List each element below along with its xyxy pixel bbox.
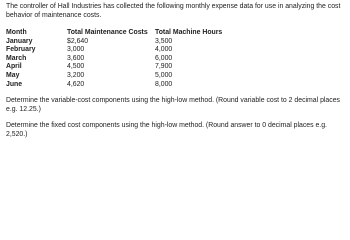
maintenance-cost-cell: 3,600 [67,54,85,62]
month-cell: March [6,54,27,62]
column-header-maintenance-costs: Total Maintenance Costs [67,29,148,36]
month-cell: February [6,46,36,54]
maintenance-cost-cell: 4,500 [67,63,85,71]
table-row [6,72,245,81]
table-row [6,46,245,55]
problem-intro: The controller of Hall Industries has collected the following monthly expense data for use in analyzing the cost behavior of maintenance costs. [6,3,341,19]
column-header-month: Month [6,29,27,36]
machine-hours-cell: 3,500 [155,37,173,45]
table-header-row [6,29,245,38]
table-row [6,38,245,47]
table-row [6,81,245,90]
machine-hours-cell: 4,000 [155,46,173,54]
column-header-machine-hours: Total Machine Hours [155,29,223,36]
question-fixed-cost: Determine the fixed cost components using the high-low method. (Round answer to 0 decimal places e.g. 2,520.) [6,122,327,138]
maintenance-cost-cell: $2,640 [67,37,89,45]
month-cell: April [6,63,22,71]
machine-hours-cell: 7,900 [155,63,173,71]
expense-data-table [6,29,245,89]
maintenance-cost-cell: 3,200 [67,71,85,79]
machine-hours-cell: 8,000 [155,80,173,88]
maintenance-cost-cell: 4,620 [67,80,85,88]
table-row [6,55,245,64]
month-cell: June [6,80,23,88]
machine-hours-cell: 6,000 [155,54,173,62]
maintenance-cost-cell: 3,000 [67,46,85,54]
question-variable-cost: Determine the variable-cost components using the high-low method. (Round variable cost to 2 decimal places e.g. 12.25.) [6,97,340,113]
month-cell: January [6,37,33,45]
table-row [6,63,245,72]
machine-hours-cell: 5,000 [155,71,173,79]
month-cell: May [6,71,20,79]
